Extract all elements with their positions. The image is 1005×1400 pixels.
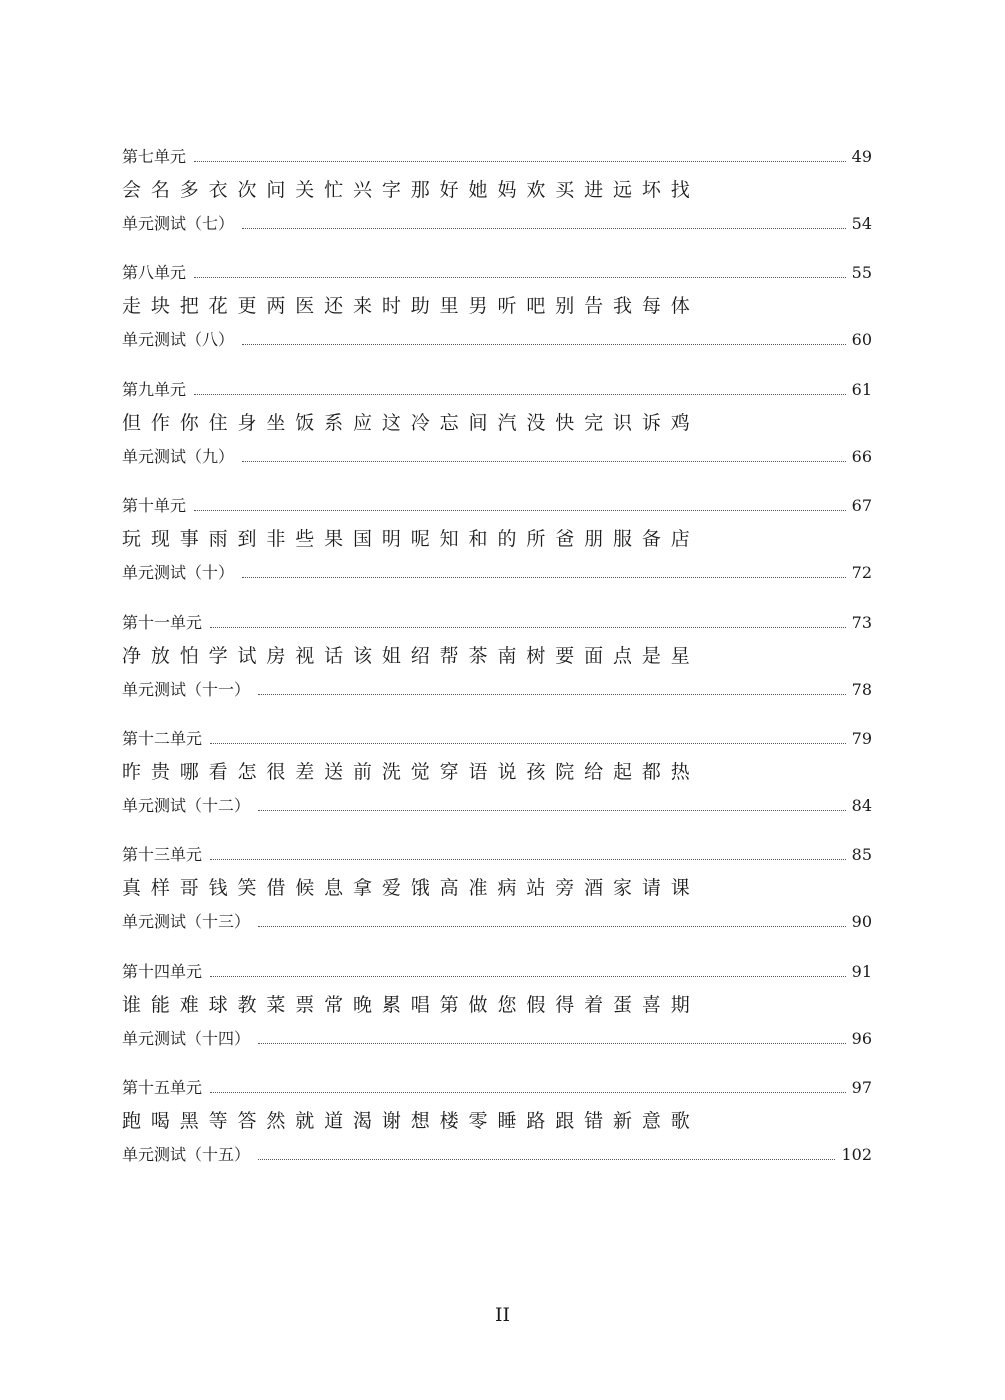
unit-title: 第十三单元: [122, 845, 203, 865]
page-number: 91: [851, 961, 872, 981]
toc-entry-unit[interactable]: [122, 961, 872, 983]
page-number: 60: [851, 330, 872, 350]
unit-characters: 会名多衣次问关忙兴字那好她妈欢买进远坏找: [122, 179, 700, 201]
dot-leader: [242, 344, 846, 345]
toc-entry-test[interactable]: [122, 446, 872, 468]
page-number: 79: [851, 728, 872, 748]
page-number: 66: [851, 446, 872, 466]
unit-title: 第九单元: [122, 379, 187, 399]
dot-leader: [210, 627, 846, 628]
unit-characters: 玩现事雨到非些果国明呢知和的所爸朋服备店: [122, 528, 700, 551]
page-number: 85: [851, 845, 872, 865]
toc-entry-unit[interactable]: [122, 262, 872, 284]
page-number: 78: [851, 679, 872, 699]
page-number: 84: [851, 795, 872, 815]
test-title: 单元测试（十）: [122, 563, 235, 583]
toc-unit: [122, 961, 872, 1077]
toc-unit: [122, 612, 872, 728]
toc-unit: [122, 728, 872, 844]
unit-characters: 走块把花更两医还来时助里男听吧别告我每体: [122, 295, 700, 318]
unit-characters: 净放怕学试房视话该姐绍帮茶南树要面点是星: [122, 644, 700, 667]
dot-leader: [210, 859, 846, 860]
dot-leader: [210, 1092, 846, 1093]
dot-leader: [194, 161, 846, 162]
dot-leader: [258, 810, 846, 811]
dot-leader: [210, 743, 846, 744]
toc-entry-test[interactable]: [122, 1144, 872, 1166]
dot-leader: [210, 976, 846, 977]
unit-title: 第十单元: [122, 496, 187, 516]
toc-entry-unit[interactable]: [122, 146, 872, 168]
toc-entry-test[interactable]: [122, 679, 872, 701]
page-number: 90: [851, 912, 872, 932]
unit-title: 第八单元: [122, 263, 187, 283]
toc-unit: [122, 495, 872, 611]
unit-characters: 但作你住身坐饭系应这冷忘间汽没快完识诉鸡: [122, 411, 700, 434]
dot-leader: [258, 1159, 835, 1160]
toc-unit: [122, 262, 872, 378]
page-number: 49: [851, 147, 872, 166]
toc-entry-test[interactable]: [122, 213, 872, 235]
page-number: 72: [851, 563, 872, 583]
unit-title: 第十一单元: [122, 612, 203, 632]
page-folio: II: [494, 1304, 510, 1326]
page-number: 96: [851, 1028, 872, 1048]
toc-entry-test[interactable]: [122, 795, 872, 817]
toc-entry-test[interactable]: [122, 911, 872, 933]
test-title: 单元测试（十三）: [122, 912, 251, 932]
toc-unit: [122, 146, 872, 262]
dot-leader: [194, 394, 846, 395]
toc-entry-unit[interactable]: [122, 612, 872, 634]
unit-characters: 谁能难球教菜票常晚累唱第做您假得着蛋喜期: [122, 993, 700, 1016]
unit-characters: 昨贵哪看怎很差送前洗觉穿语说孩院给起都热: [122, 760, 700, 783]
toc-entry-unit[interactable]: [122, 1077, 872, 1099]
toc-entry-unit[interactable]: [122, 844, 872, 866]
toc-unit: [122, 844, 872, 960]
toc-unit: [122, 379, 872, 495]
test-title: 单元测试（十一）: [122, 679, 251, 699]
unit-title: 第七单元: [122, 147, 187, 166]
test-title: 单元测试（十四）: [122, 1028, 251, 1048]
toc-entry-test[interactable]: [122, 1028, 872, 1050]
unit-title: 第十五单元: [122, 1078, 203, 1098]
table-of-contents: [122, 146, 872, 1194]
unit-title: 第十四单元: [122, 961, 203, 981]
page-number: 61: [851, 379, 872, 399]
toc-unit: [122, 1077, 872, 1193]
page-number: 97: [851, 1078, 872, 1098]
toc-entry-unit[interactable]: [122, 495, 872, 517]
test-title: 单元测试（七）: [122, 214, 235, 233]
test-title: 单元测试（九）: [122, 446, 235, 466]
dot-leader: [242, 461, 846, 462]
dot-leader: [242, 577, 846, 578]
toc-entry-test[interactable]: [122, 329, 872, 351]
page-number: 67: [851, 496, 872, 516]
toc-entry-test[interactable]: [122, 562, 872, 584]
unit-characters: 跑喝黑等答然就道渴谢想楼零睡路跟错新意歌: [122, 1110, 700, 1133]
dot-leader: [194, 277, 846, 278]
unit-title: 第十二单元: [122, 728, 203, 748]
unit-characters: 真样哥钱笑借候息拿爱饿高准病站旁酒家请课: [122, 877, 700, 900]
test-title: 单元测试（十二）: [122, 795, 251, 815]
page-number: 54: [851, 214, 872, 233]
dot-leader: [242, 228, 846, 229]
page-number: 102: [841, 1145, 872, 1165]
dot-leader: [258, 694, 846, 695]
test-title: 单元测试（十五）: [122, 1145, 251, 1165]
dot-leader: [194, 510, 846, 511]
page-number: 73: [851, 612, 872, 632]
toc-entry-unit[interactable]: [122, 728, 872, 750]
test-title: 单元测试（八）: [122, 330, 235, 350]
dot-leader: [258, 1043, 846, 1044]
toc-entry-unit[interactable]: [122, 379, 872, 401]
page-number: 55: [851, 263, 872, 283]
dot-leader: [258, 926, 846, 927]
